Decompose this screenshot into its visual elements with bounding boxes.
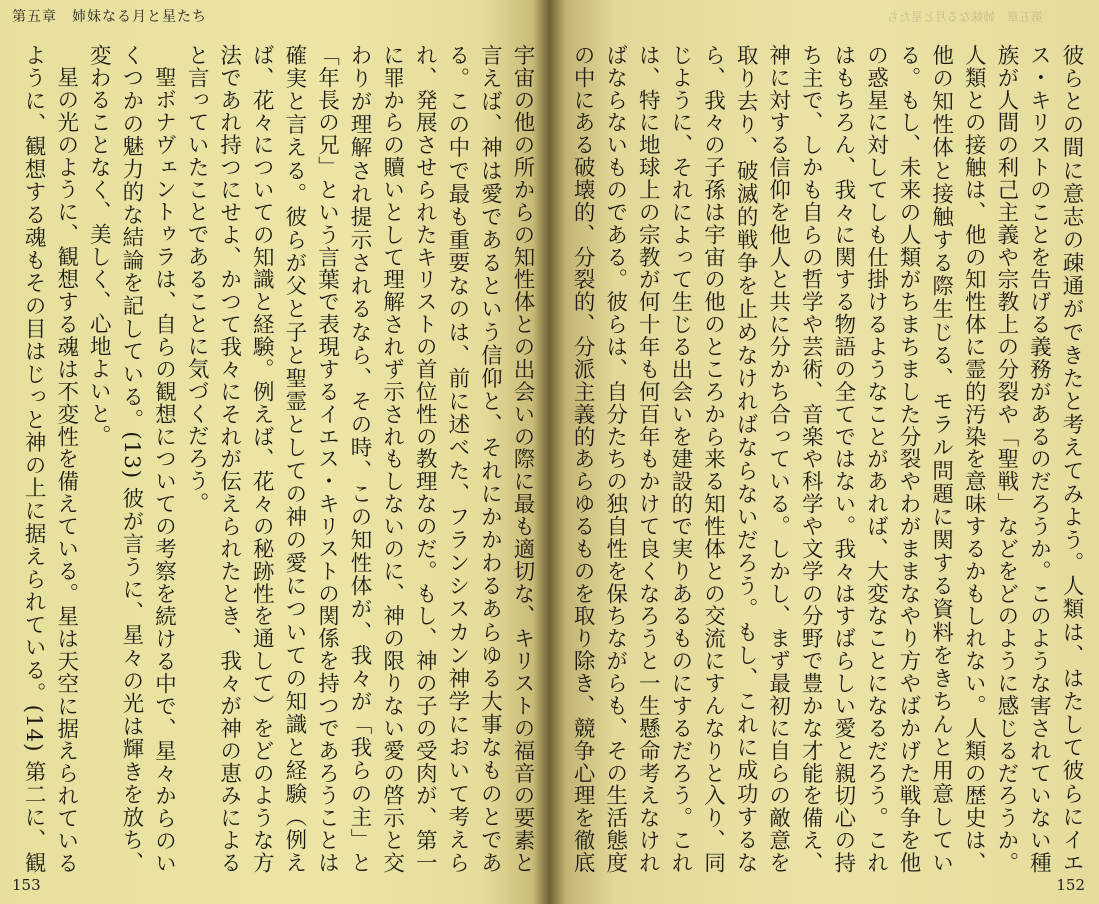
body-paragraph: 彼らとの間に意志の疎通ができたと考えてみよう。人類は、はたして彼らにイエス・キリストのことを告げる義務があるのだろうか。このような害されていない種族が人間の利己主義や宗教上の分裂や「聖戦」などをどのように感じるだろうか。人類との接触は、他の知性体に霊的汚染を意味するかもしれない。人類の歴史は、他の知性体と接触する際生じる、モラル問題に関する資料をきちんと用意している。もし、未来の人類がちまちました分裂やわがままなやり方やばかげた戦争を他の惑星に対してしも仕掛けるようなことがあれば、大変なことになるだろう。これはもちろん、我々に関する物語の全てではない。我々はすばらしい愛と親切心の持ち主で、しかも自らの哲学や芸術、音楽や科学や文学の分野で豊かな才能を備え、神に対する信仰を他人と共に分かち合っている。しかし、まず最初に自らの敵意を取り去り、破滅的戦争を止めなければならないだろう。もし、これに成功するなら、我々の子孫は宇宙の他のところから来る知性体との交流にすんなりと入り、同じように、それによって生じる出会いを建設的で実りあるものにするだろう。これは、特に地球上の宗教が何十年も何百年もかけて良くなろうと一生懸命考えなければならないものである。彼らは、自分たちの独自性を保ちながらも、その生活態度の中にある破壊的、分裂的、分派主義的あらゆるものを取り除き、競争心理を徹底 bbox=[570, 44, 1084, 874]
continuation-paragraph: 宇宙の他の所からの知性体との出会いの際に最も適切な、キリストの福音の要素と言えば、神は愛であるという信仰と、それにかかわるあらゆる大事なものとである。この中で最も重要なのは、前に述べた、フランシスカン神学において考えられ、発展させられたキリストの首位性の教理なのだ。もし、神の子の受肉が、第一に罪からの贖いとして理解されず示されもしないのに、神の限りない愛の啓示と交わりが理解され提示されるなら、その時、この知性体が、我々が「我らの主」と「年長の兄」という言葉で表現するイエス・キリストの関係を持つであろうことは確実と言える。彼らが父と子と聖霊としての神の愛についての知識と経験（例えば、花々についての知識と経験。例えば、花々の秘跡性を通して）をどのような方法であれ持つにせよ、かつて我々にそれが伝えられたとき、我々が神の恵みによると言っていたことであることに気づくだろう。 bbox=[184, 44, 535, 874]
left-page bbox=[0, 0, 548, 904]
running-head: 第五章 姉妹なる月と星たち bbox=[12, 9, 207, 25]
body-paragraph: 星の光のように、観想する魂は不変性を備えている。星は天空に据えられているように、観想する魂もその目はじっと神の上に据えられている。(14) 第二に、観 bbox=[21, 44, 79, 874]
show-through-running-head: 第五章 姉妹なる月と星たち bbox=[887, 10, 1044, 24]
left-page-body bbox=[20, 44, 538, 874]
page-number: 152 bbox=[1056, 876, 1085, 894]
right-page-body bbox=[567, 44, 1087, 874]
page-number: 153 bbox=[12, 876, 41, 894]
right-page bbox=[551, 0, 1099, 904]
body-paragraph: 聖ボナヴェントゥラは、自らの観想についての考察を続ける中で、星々からのいくつかの魅力的な結論を記している。(13) 彼が言うに、星々の光は輝きを放ち、変わることなく、美しく、心地よいと。 bbox=[86, 44, 177, 874]
